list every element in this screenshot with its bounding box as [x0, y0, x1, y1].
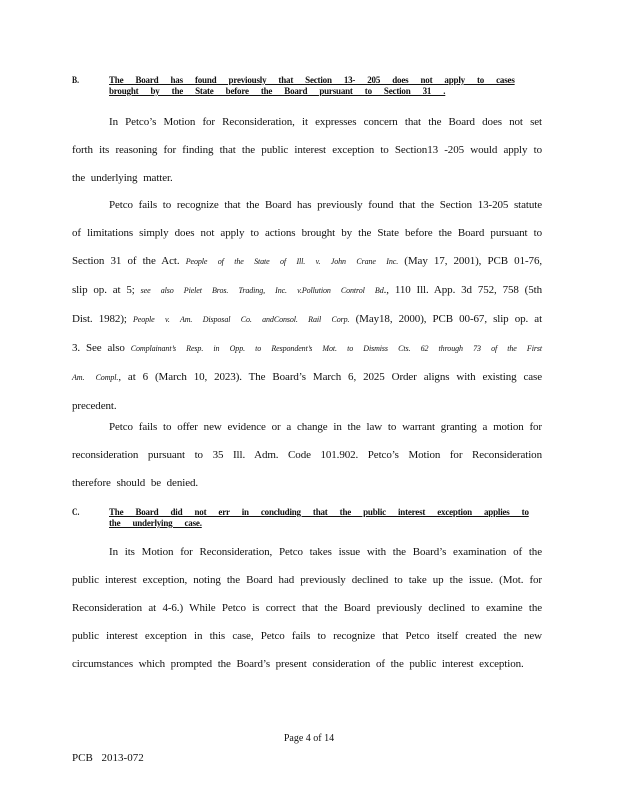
- citation-pielet-bros: see also Pielet Bros. Trading, Inc. v.Pollution Control Bd: [140, 286, 384, 295]
- paragraph-b2: [72, 191, 542, 420]
- section-b-heading: [72, 75, 542, 99]
- paragraph-b2-text: [72, 191, 542, 420]
- citation-people-v-crane: People of the State of Ill. v. John Crane Inc.: [185, 257, 399, 266]
- section-c-letter: C.: [72, 507, 80, 517]
- section-b-title: The Board has found previously that Section 13- 205 does not apply to cases brought by the State before the Board pursuant to Section 31 .: [109, 75, 515, 96]
- docket-number: PCB 2013-072: [72, 752, 144, 764]
- citation-complainants-response: Complainant’s Resp. in Opp. to Respondent’s Mot. to Dismiss Cts. 62 through 73 of the First Am. Compl.: [72, 344, 542, 382]
- paragraph-b3: [72, 413, 542, 497]
- page-number: Page 4 of 14: [283, 733, 335, 744]
- b2-text-1: Petco fails to recognize that the Board has previously found that the Section 13-205 statute of limitations simply does not apply to actions brought by the State before the Board pursuant to Section 31 of the Act.: [72, 199, 542, 267]
- section-c-title: The Board did not err in concluding that the public interest exception applies to the underlying case.: [109, 507, 529, 528]
- b2-text-5: , at 6 (March 10, 2023). The Board’s March 6, 2025 Order aligns with existing case precedent.: [72, 371, 542, 412]
- paragraph-b1: [72, 108, 542, 192]
- b2-text-4: (May18, 2000), PCB 00-67, slip op. at 3. See also: [72, 313, 543, 354]
- paragraph-c1: [72, 538, 542, 678]
- paragraph-b3-text: Petco fails to offer new evidence or a change in the law to warrant granting a motion for reconsideration pursuant to 35 Ill. Adm. Code 101.902. Petco’s Motion for Reconsideration therefore should be denied.: [72, 421, 542, 489]
- b2-text-2: (May 17, 2001), PCB 01-76, slip op. at 5;: [72, 255, 542, 296]
- b2-text-3: ., 110 Ill. App. 3d 752, 758 (5th Dist. 1982);: [72, 284, 542, 325]
- section-b-letter: B.: [72, 75, 80, 85]
- paragraph-c1-text: In its Motion for Reconsideration, Petco takes issue with the Board’s examination of the public interest exception, noting the Board had previously declined to take up the issue. (Mot. for Reconsideration at 4-6.) While Petco is correct that the Board previously declined to examine the public interest exception in this case, Petco fails to recognize that Petco itself created the new circumstances which prompted the Board’s present consideration of the public interest exception.: [72, 546, 542, 670]
- section-c-heading: [72, 507, 542, 531]
- citation-people-v-am-disposal: People v. Am. Disposal Co. andConsol. Rail Corp.: [132, 315, 350, 324]
- paragraph-b1-text: In Petco’s Motion for Reconsideration, it expresses concern that the Board does not set forth its reasoning for finding that the public interest exception to Section13 -205 would apply to the underlying matter.: [72, 116, 542, 184]
